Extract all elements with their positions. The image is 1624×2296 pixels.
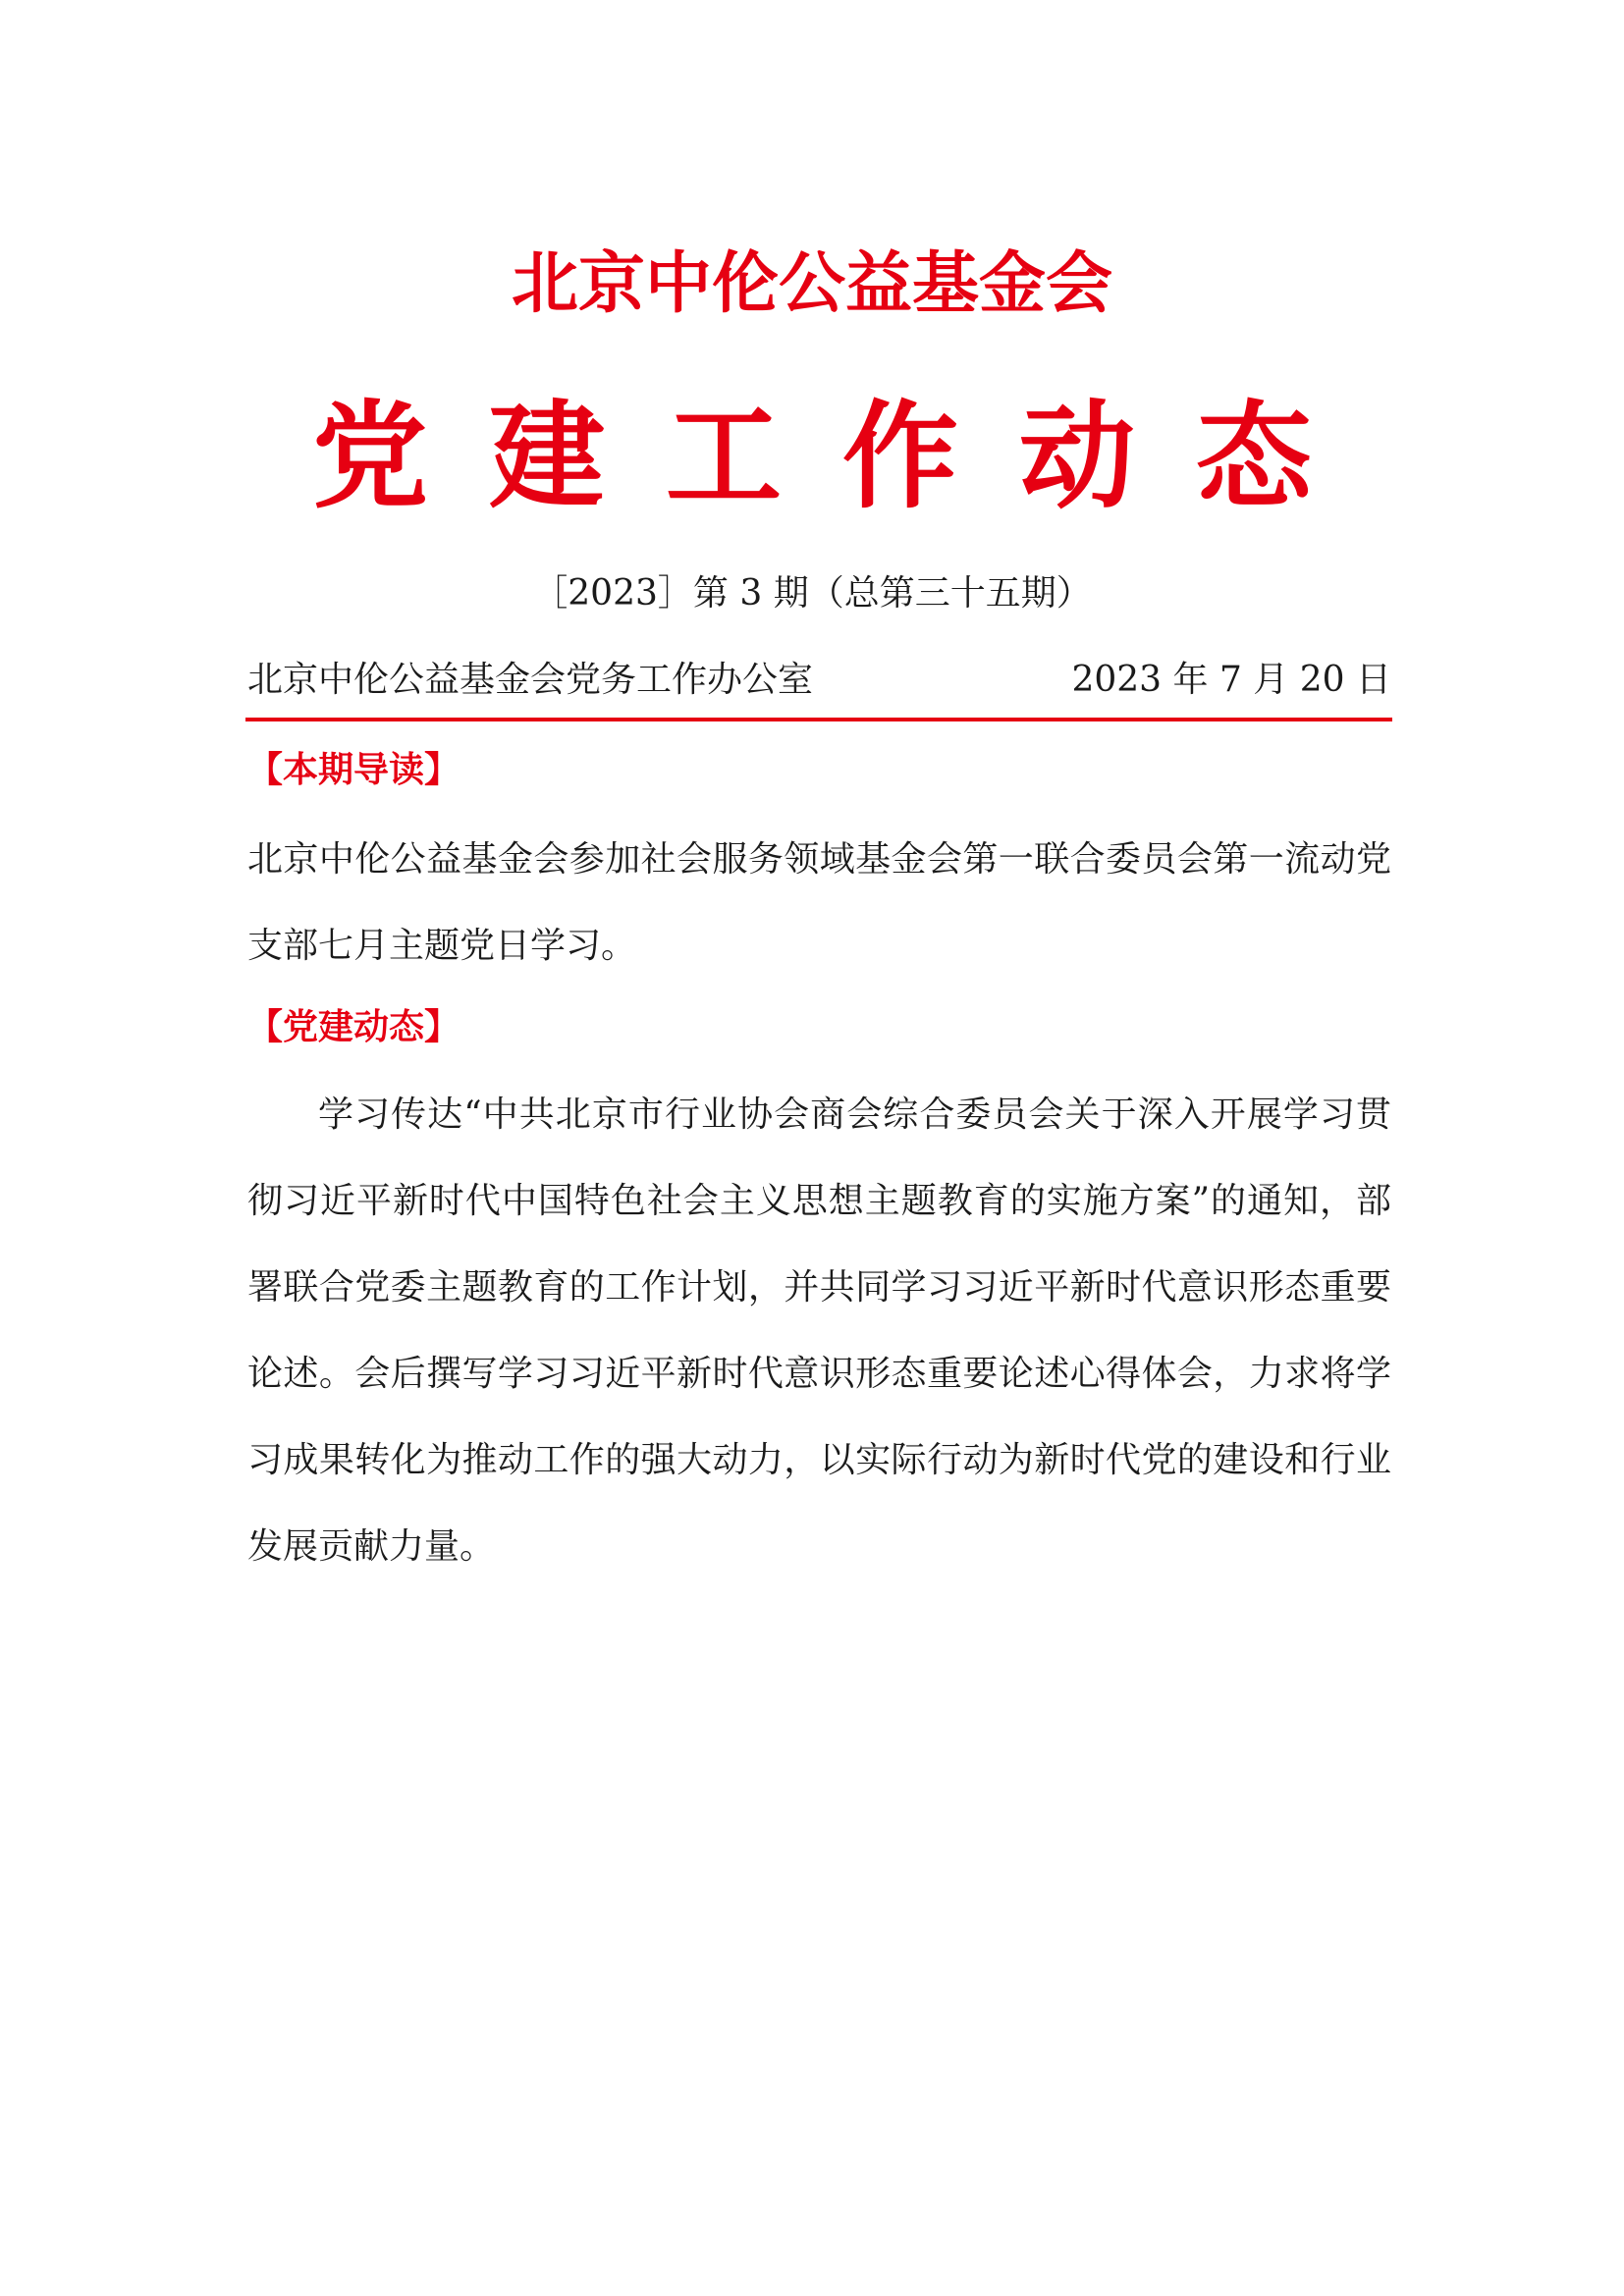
intro-text: 北京中伦公益基金会参加社会服务领域基金会第一联合委员会第一流动党支部七月主题党日学习。	[247, 839, 1391, 966]
issuer-date-row	[247, 656, 1391, 705]
issue-number: ［2023］第 3 期（总第三十五期）	[532, 573, 1092, 614]
publication-title: 党建工作动态	[311, 389, 1373, 524]
organization-title: 北京中伦公益基金会	[511, 245, 1112, 323]
issue-date: 2023 年 7 月 20 日	[1071, 660, 1391, 700]
dynamics-text: 学习传达“中共北京市行业协会商会综合委员会关于深入开展学习贯彻习近平新时代中国特色社会主义思想主题教育的实施方案”的通知，部署联合党委主题教育的工作计划，并共同学习习近平新时代意识形态重要论述。会后撰写学习习近平新时代意识形态重要论述心得体会，力求将学习成果转化为推动工作的强大动力，以实际行动为新时代党的建设和行业发展贡献力量。	[247, 1095, 1391, 1567]
dynamics-heading: 【党建动态】	[247, 1007, 460, 1047]
issuer-name: 北京中伦公益基金会党务工作办公室	[247, 660, 814, 700]
intro-heading: 【本期导读】	[247, 750, 460, 790]
red-divider-line	[245, 718, 1392, 721]
